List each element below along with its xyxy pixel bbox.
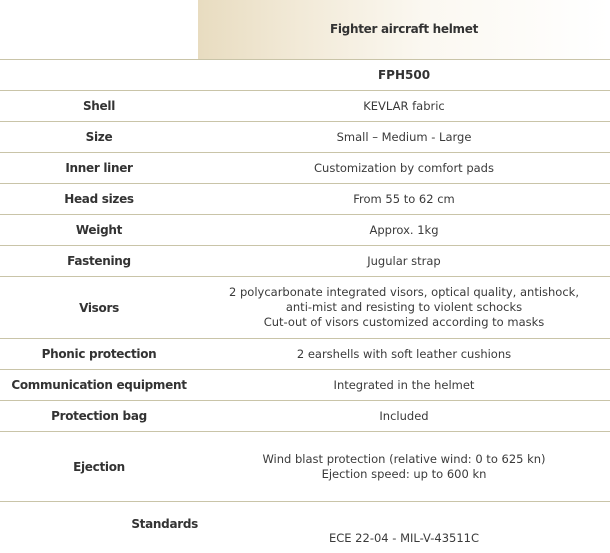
row-value xyxy=(198,339,610,369)
row-label: Fastening xyxy=(67,254,131,268)
row-value xyxy=(198,122,610,152)
value-line: Integrated in the helmet xyxy=(333,377,475,392)
table-header-row xyxy=(0,0,610,60)
table-row xyxy=(0,432,610,502)
row-value xyxy=(198,215,610,245)
value-line: Cut-out of visors customized according to masks xyxy=(263,315,545,329)
value-line: From 55 to 62 cm xyxy=(353,191,455,206)
row-value xyxy=(198,401,610,431)
row-label: Size xyxy=(85,130,113,144)
value-line: Small – Medium - Large xyxy=(336,129,472,144)
header-label-cell xyxy=(0,0,198,59)
table-row xyxy=(0,215,610,246)
row-value xyxy=(198,246,610,276)
table-row xyxy=(0,91,610,122)
row-label: Inner liner xyxy=(65,161,133,175)
row-value xyxy=(198,277,610,338)
model-name: FPH500 xyxy=(377,67,431,82)
row-label: Standards xyxy=(131,517,198,531)
row-label: Communication equipment xyxy=(11,378,187,392)
value-line: anti-mist and resisting to violent schocks xyxy=(285,300,523,314)
row-value xyxy=(198,370,610,400)
row-value xyxy=(198,184,610,214)
value-line: KEVLAR fabric xyxy=(363,98,445,113)
value-line: ECE 22-04 - MIL-V-43511C xyxy=(328,531,480,545)
table-row xyxy=(0,401,610,432)
table-row xyxy=(0,502,610,549)
value-line: Jugular strap xyxy=(367,253,441,268)
row-label: Weight xyxy=(75,223,123,237)
row-value xyxy=(198,153,610,183)
row-label: Ejection xyxy=(73,459,125,474)
row-label: Shell xyxy=(82,99,116,113)
value-line: 2 earshells with soft leather cushions xyxy=(296,346,512,361)
row-value xyxy=(198,91,610,121)
table-row xyxy=(0,370,610,401)
row-label: Protection bag xyxy=(51,409,147,423)
model-label-cell xyxy=(0,60,198,90)
value-line: Wind blast protection (relative wind: 0 to 625 kn) xyxy=(262,451,546,466)
model-row xyxy=(0,60,610,91)
table-title: Fighter aircraft helmet xyxy=(198,0,610,59)
table-row xyxy=(0,184,610,215)
row-value xyxy=(198,502,610,549)
value-line: 2 polycarbonate integrated visors, optical quality, antishock, xyxy=(229,285,579,299)
value-line: Customization by comfort pads xyxy=(314,160,494,175)
row-label: Head sizes xyxy=(64,192,134,206)
row-value xyxy=(198,432,610,501)
table-row xyxy=(0,246,610,277)
table-row xyxy=(0,122,610,153)
table-row xyxy=(0,153,610,184)
table-row xyxy=(0,339,610,370)
value-line: Included xyxy=(379,408,429,423)
table-row xyxy=(0,277,610,339)
row-label: Visors xyxy=(79,300,119,315)
value-line: Ejection speed: up to 600 kn xyxy=(321,466,487,481)
value-line: Approx. 1kg xyxy=(369,222,439,237)
row-label: Phonic protection xyxy=(41,347,157,361)
